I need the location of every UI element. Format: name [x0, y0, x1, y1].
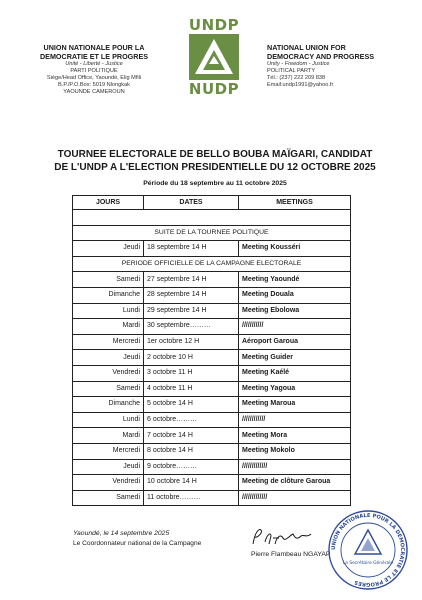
cell-day: Jeudi	[73, 241, 144, 257]
cell-day: Lundi	[73, 303, 144, 319]
table-row	[73, 475, 351, 491]
header-right	[267, 44, 417, 89]
cell-day: Mardi	[73, 319, 144, 335]
org-name-en-line2: DEMOCRACY AND PROGRESS	[267, 51, 375, 61]
cell-meeting: ///////////	[239, 319, 351, 335]
title-line2: DE L'UNDP A L'ELECTION PRESIDENTIELLE DU 12 OCTOBRE 2025	[54, 161, 376, 173]
cell-day: Samedi	[73, 490, 144, 506]
table-row	[73, 350, 351, 366]
cell-meeting: Meeting Yagoua	[239, 381, 351, 397]
cell-date: 29 septembre 14 H	[144, 303, 239, 319]
cell-meeting: Meeting Mokolo	[239, 443, 351, 459]
table-row	[73, 334, 351, 350]
table-row	[73, 381, 351, 397]
cell-day: Vendredi	[73, 365, 144, 381]
cell-day: Mercredi	[73, 334, 144, 350]
section-row	[73, 225, 351, 241]
header-dates: DATES	[144, 196, 239, 210]
cell-day: Lundi	[73, 412, 144, 428]
cell-date: 4 octobre 11 H	[144, 381, 239, 397]
table-row	[73, 459, 351, 475]
address-line2: B.P./P.O.Box: 5019 Nlongkak	[58, 82, 130, 89]
signatory-name: Pierre Flambeau NGAYAP	[251, 551, 331, 558]
table-header-row	[73, 196, 351, 210]
handwritten-signature	[249, 524, 319, 550]
cell-day: Samedi	[73, 381, 144, 397]
org-name-fr-line2: DEMOCRATIE ET LE PROGRES	[39, 51, 149, 61]
cell-day: Vendredi	[73, 475, 144, 491]
cell-day: Dimanche	[73, 287, 144, 303]
period-subtitle: Période du 18 septembre au 11 octobre 2025	[143, 180, 287, 187]
org-name-fr-line1: UNION NATIONALE POUR LA	[43, 43, 145, 52]
section-title-tour: SUITE DE LA TOURNEE POLITIQUE	[73, 225, 351, 241]
stamp-ring-text: UNION NATIONALE POUR LA DEMOCRATIE ET LE PROGRES	[330, 512, 406, 588]
cell-date: 10 octobre 14 H	[144, 475, 239, 491]
telephone: Tél.: (237) 222 209 838	[267, 75, 326, 82]
cell-meeting: Meeting Yaoundé	[239, 272, 351, 288]
table-row	[73, 241, 351, 257]
table-row	[73, 443, 351, 459]
document-title	[40, 149, 390, 174]
table-row	[73, 365, 351, 381]
address-line3: YAOUNDE CAMEROUN	[63, 89, 125, 96]
cell-date: 9 octobre………	[144, 459, 239, 475]
email: Email:undp1991@yahoo.fr	[267, 82, 334, 89]
table-row	[73, 319, 351, 335]
cell-meeting: ////////////	[239, 412, 351, 428]
schedule-table	[72, 195, 351, 506]
cell-meeting: Meeting Kousséri	[239, 241, 351, 257]
party-logo	[181, 16, 247, 102]
table-row	[73, 397, 351, 413]
table-row	[73, 287, 351, 303]
cell-day: Jeudi	[73, 350, 144, 366]
logo-text-top: UNDP	[188, 16, 240, 34]
cell-meeting: Aéroport Garoua	[239, 334, 351, 350]
cell-date: 3 octobre 11 H	[144, 365, 239, 381]
motto-fr: Unité - Liberté - Justice	[65, 61, 123, 68]
cell-date: 6 octobre………	[144, 412, 239, 428]
motto-en: Unity - Freedom - Justice	[267, 61, 330, 68]
title-line1: TOURNEE ELECTORALE DE BELLO BOUBA MAÏGARI, CANDIDAT	[57, 149, 373, 160]
cell-day: Samedi	[73, 272, 144, 288]
cell-date: 7 octobre 14 H	[144, 428, 239, 444]
section-row	[73, 256, 351, 272]
party-type-fr: PARTI POLITIQUE	[70, 68, 118, 75]
table-row	[73, 412, 351, 428]
cell-date: 2 octobre 10 H	[144, 350, 239, 366]
cell-day: Mardi	[73, 428, 144, 444]
org-name-en-line1: NATIONAL UNION FOR	[267, 43, 346, 52]
cell-meeting: Meeting Kaélé	[239, 365, 351, 381]
logo-emblem-icon	[189, 34, 239, 80]
cell-day: Jeudi	[73, 459, 144, 475]
section-title-campaign: PERIODE OFFICIELLE DE LA CAMPAGNE ELECTORALE	[73, 256, 351, 272]
cell-date: 5 octobre 14 H	[144, 397, 239, 413]
cell-date: 1er octobre 12 H	[144, 334, 239, 350]
cell-meeting: Meeting Maroua	[239, 397, 351, 413]
table-row	[73, 428, 351, 444]
table-row	[73, 490, 351, 506]
cell-meeting: Meeting Guider	[239, 350, 351, 366]
cell-date: 8 octobre 14 H	[144, 443, 239, 459]
header-jours: JOURS	[73, 196, 144, 210]
cell-meeting: Meeting Ebolowa	[239, 303, 351, 319]
cell-day: Mercredi	[73, 443, 144, 459]
cell-date: 28 septembre 14 H	[144, 287, 239, 303]
header-meetings: MEETINGS	[239, 196, 351, 210]
cell-date: 27 septembre 14 H	[144, 272, 239, 288]
official-stamp	[326, 508, 410, 592]
cell-meeting: Meeting de clôture Garoua	[239, 475, 351, 491]
coordinator-title: Le Coordonnateur national de la Campagne	[73, 540, 202, 547]
cell-meeting: Meeting Douala	[239, 287, 351, 303]
cell-date: 18 septembre 14 H	[144, 241, 239, 257]
table-row	[73, 303, 351, 319]
spacer-row	[73, 210, 351, 226]
stamp-inner-text: La Secrétaire Générale	[342, 561, 394, 566]
table-row	[73, 272, 351, 288]
logo-text-bottom: NUDP	[188, 80, 240, 98]
cell-day: Dimanche	[73, 397, 144, 413]
cell-meeting: /////////////	[239, 459, 351, 475]
header-left	[14, 44, 174, 96]
cell-meeting: /////////////	[239, 490, 351, 506]
cell-meeting: Meeting Mora	[239, 428, 351, 444]
address-line1: Siège/Head Office, Yaoundé, Elig Mfili	[46, 75, 142, 82]
cell-date: 11 octobre………	[144, 490, 239, 506]
place-date: Yaoundé, le 14 septembre 2025	[73, 530, 170, 537]
party-type-en: POLITICAL PARTY	[267, 68, 316, 75]
cell-date: 30 septembre………	[144, 319, 239, 335]
